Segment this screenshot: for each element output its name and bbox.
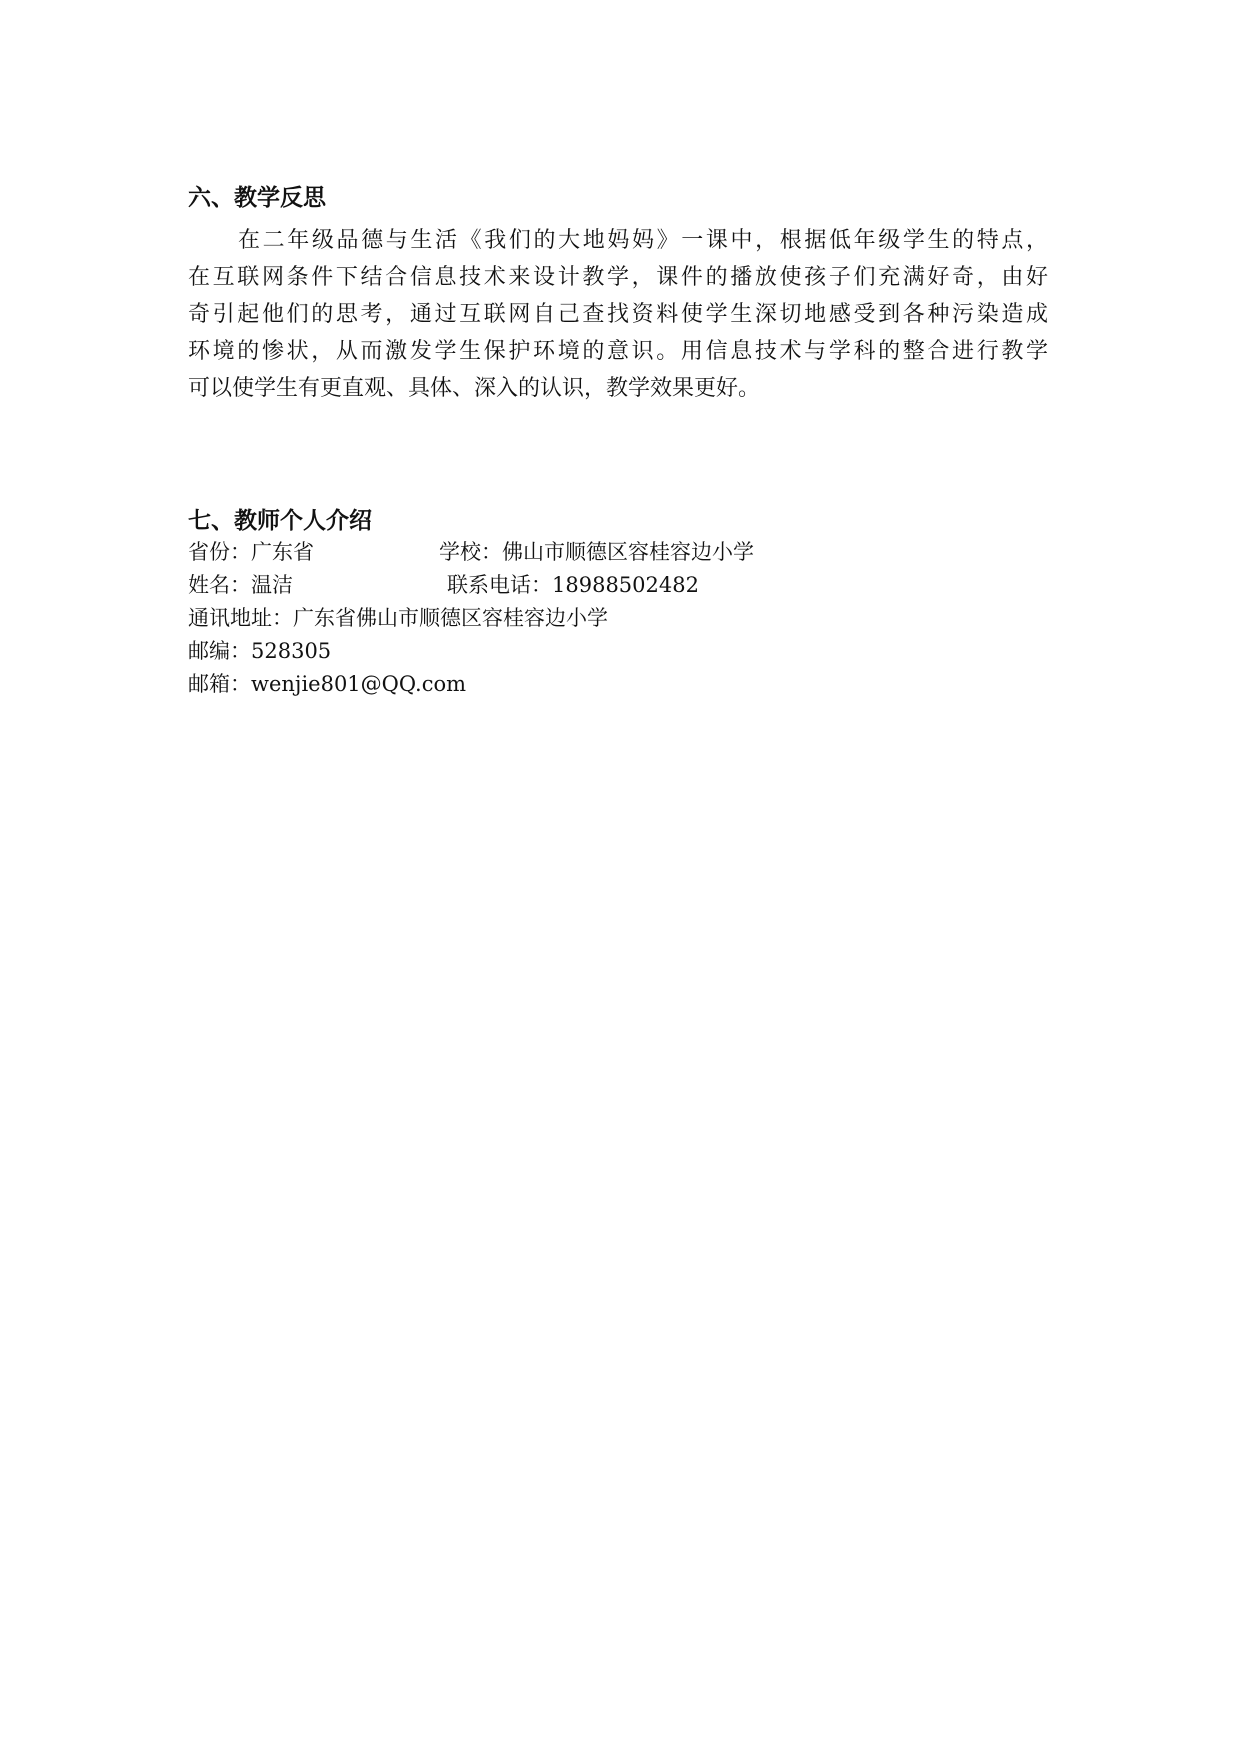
section-heading-teacher-info: 七、教师个人介绍 bbox=[188, 508, 372, 534]
email-field: 邮箱：wenjie801@QQ.com bbox=[188, 672, 467, 696]
info-row-name-phone bbox=[188, 569, 699, 601]
name-field: 姓名：温洁 bbox=[188, 573, 293, 597]
address-field: 通讯地址：广东省佛山市顺德区容桂容边小学 bbox=[188, 606, 608, 630]
school-field: 学校：佛山市顺德区容桂容边小学 bbox=[439, 540, 754, 564]
reflection-paragraph bbox=[188, 222, 1048, 407]
province-field: 省份：广东省 bbox=[188, 540, 314, 564]
info-row-province-school bbox=[188, 536, 754, 568]
postcode-field: 邮编：528305 bbox=[188, 639, 332, 663]
paragraph-line: 可以使学生有更直观、具体、深入的认识，教学效果更好。 bbox=[188, 376, 761, 401]
section-heading-reflection: 六、教学反思 bbox=[188, 185, 326, 211]
paragraph-line: 奇引起他们的思考，通过互联网自己查找资料使学生深切地感受到各种污染造成 bbox=[188, 302, 1048, 327]
paragraph-line: 在二年级品德与生活《我们的大地妈妈》一课中，根据低年级学生的特点， bbox=[238, 228, 1048, 253]
paragraph-line: 环境的惨状，从而激发学生保护环境的意识。用信息技术与学科的整合进行教学 bbox=[188, 339, 1048, 364]
phone-field: 联系电话：18988502482 bbox=[447, 573, 699, 597]
paragraph-line: 在互联网条件下结合信息技术来设计教学，课件的播放使孩子们充满好奇，由好 bbox=[188, 265, 1048, 290]
